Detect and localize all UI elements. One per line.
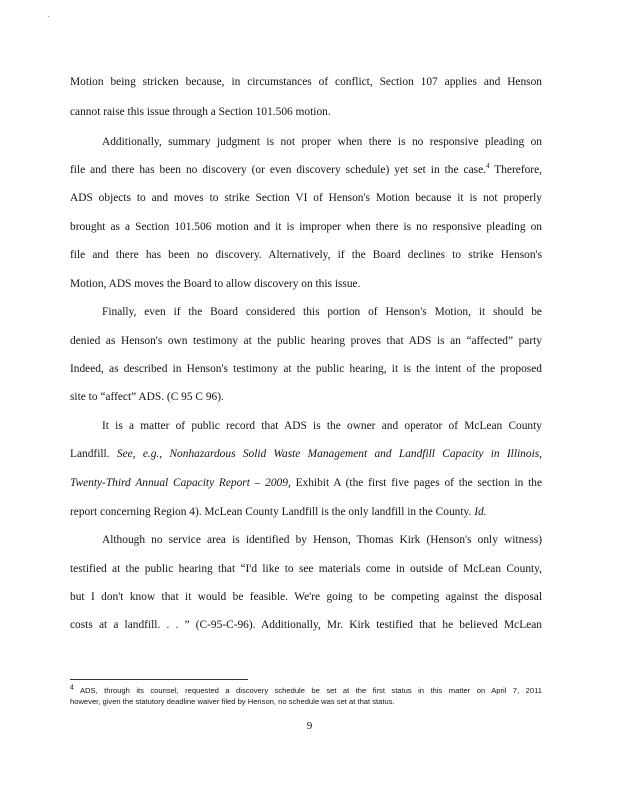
line-text: Although no service area is identified by Henson, Thomas Kirk (Henson's only witness) — [102, 534, 542, 546]
line-text: Additionally, summary judgment is not proper when there is no responsive pleading on — [102, 136, 542, 148]
line-text: costs at a landfill. . . ” (C-95-C-96). Additionally, Mr. Kirk testified that he believed McLean — [70, 619, 542, 631]
footnote-line-1 — [70, 686, 542, 696]
body-line — [70, 476, 542, 490]
body-line — [70, 618, 542, 632]
body-line — [70, 75, 542, 89]
line-text: Motion, ADS moves the Board to allow discovery on this issue. — [70, 278, 361, 290]
line-text: Motion being stricken because, in circumstances of conflict, Section 107 applies and Henson — [70, 76, 542, 88]
body-line — [70, 562, 542, 576]
footnote-text-1: ADS, through its counsel, requested a discovery schedule be set at the first status in this matter on April 7, 2011 — [73, 686, 542, 695]
line-text: site to “affect” ADS. (C 95 C 96). — [70, 391, 224, 403]
line-text: file and there has been no discovery (or even discovery schedule) yet set in the case. — [70, 164, 486, 176]
line-text: Exhibit A (the first five pages of the section in the — [290, 477, 542, 489]
line-text: ADS objects to and moves to strike Section VI of Henson's Motion because it is not properly — [70, 192, 542, 204]
body-line — [70, 163, 542, 177]
scan-speck — [48, 16, 49, 17]
line-text: report concerning Region 4). McLean County Landfill is the only landfill in the County. — [70, 506, 472, 518]
body-line — [70, 277, 360, 291]
body-line — [70, 220, 542, 234]
line-text: Indeed, as described in Henson's testimony at the public hearing, it is the intent of the proposed — [70, 363, 542, 375]
citation-italic: Twenty-Third Annual Capacity Report – 2009, — [70, 477, 291, 489]
page-number: 9 — [306, 720, 313, 732]
body-line — [70, 362, 542, 376]
body-line — [70, 191, 542, 205]
line-text: Therefore, — [489, 164, 543, 176]
body-line — [102, 419, 542, 433]
body-line — [102, 135, 542, 149]
body-line — [70, 334, 542, 348]
body-line — [102, 533, 542, 547]
body-line — [70, 590, 542, 604]
body-line — [70, 447, 542, 461]
footnote-number: 4 — [70, 684, 74, 692]
footnote-line-2: however, given the statutory deadline waiver filed by Henson, no schedule was set at that status. — [70, 697, 395, 706]
body-line — [102, 305, 542, 319]
line-text: denied as Henson's own testimony at the public hearing proves that ADS is an “affected” party — [70, 335, 542, 347]
line-text: Finally, even if the Board considered this portion of Henson's Motion, it should be — [102, 306, 542, 318]
line-text: Landfill. — [70, 448, 117, 460]
citation-italic: Id. — [471, 506, 487, 518]
body-line — [70, 505, 487, 519]
footnote-separator — [70, 679, 248, 680]
line-text: cannot raise this issue through a Section 101.506 motion. — [70, 106, 331, 118]
line-text: brought as a Section 101.506 motion and it is improper when there is no responsive pleading on — [70, 221, 542, 233]
body-line — [70, 248, 542, 262]
footnote-ref: 4 — [485, 162, 490, 171]
line-text: It is a matter of public record that ADS is the owner and operator of McLean County — [102, 420, 542, 432]
body-line — [70, 105, 331, 119]
body-line — [70, 390, 224, 404]
line-text: file and there has been no discovery. Alternatively, if the Board declines to strike Henson's — [70, 249, 542, 261]
line-text: but I don't know that it would be feasible. We're going to be competing against the disposal — [70, 591, 542, 603]
line-text: testified at the public hearing that “I'd like to see materials come in outside of McLean County, — [70, 563, 542, 575]
citation-italic: See, e.g., Nonhazardous Solid Waste Management and Landfill Capacity in Illinois, — [116, 448, 543, 460]
